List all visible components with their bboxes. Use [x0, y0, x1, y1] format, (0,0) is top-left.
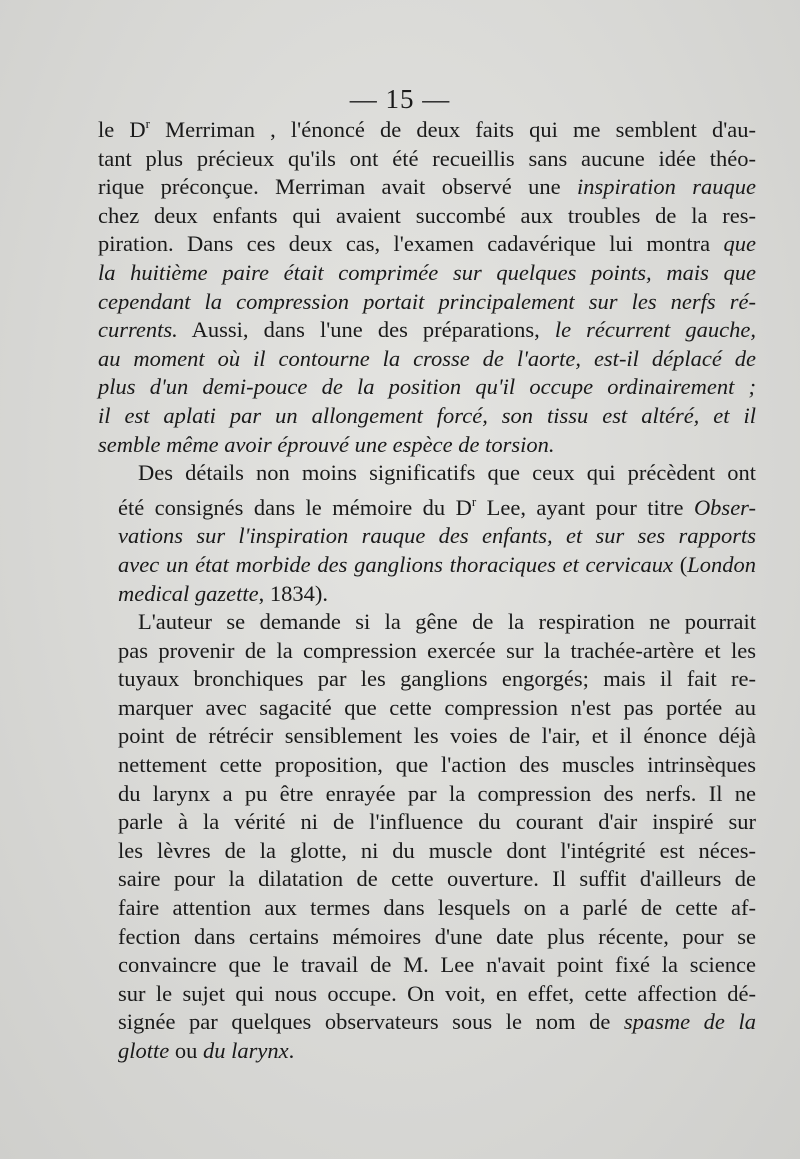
- superscript: r: [145, 116, 150, 131]
- italic-run: glotte: [118, 1038, 170, 1063]
- text-line: [98, 488, 756, 523]
- text-run: Aussi, dans l'une des préparations,: [177, 317, 555, 343]
- italic-run: vations sur l'inspiration rauque des enfants, et sur ses rapports: [118, 523, 756, 549]
- text-run: rique préconçue. Merriman avait observé une: [98, 174, 578, 200]
- body-text: [98, 110, 756, 1066]
- text-line: convaincre que le travail de M. Lee n'avait point fixé la science: [118, 952, 756, 978]
- text-line: Des détails non moins significatifs que ceux qui précèdent ont: [138, 460, 756, 486]
- text-line: [98, 373, 756, 402]
- text-line: [98, 522, 756, 551]
- italic-run: inspiration rauque: [577, 174, 756, 200]
- italic-run: au moment où il contourne la crosse de l'aorte, est-il déplacé de: [98, 345, 756, 371]
- italic-run: il est aplati par un allongement forcé, son tissu est altéré, et il: [98, 402, 756, 428]
- text-line: tant plus précieux qu'ils ont été recueillis sans aucune idée théo-: [98, 145, 756, 171]
- text-line: L'auteur se demande si la gêne de la respiration ne pourrait: [138, 609, 756, 635]
- text-line: sur le sujet qui nous occupe. On voit, en effet, cette affection dé-: [118, 980, 756, 1006]
- text-line: [98, 230, 756, 259]
- italic-run: plus d'un demi-pouce de la position qu'il occupe ordinairement ;: [98, 374, 756, 400]
- text-line: [98, 551, 756, 580]
- text-run: .: [288, 1038, 295, 1063]
- text-run: Merriman , l'énoncé de deux faits qui me semblent d'au-: [149, 117, 756, 142]
- text-run: , 1834).: [258, 580, 328, 606]
- text-line: nettement cette proposition, que l'action des muscles intrinsèques: [118, 752, 756, 778]
- text-line: [98, 173, 756, 202]
- text-run: le D: [98, 117, 146, 142]
- text-line: [98, 316, 756, 345]
- text-line: [98, 345, 756, 374]
- italic-run: avec un état morbide des ganglions thoraciques et cervicaux: [118, 551, 673, 577]
- text-run: été consignés dans le mémoire du D: [118, 494, 472, 520]
- text-line: point de rétrécir sensiblement les voies de l'air, et il énonce déjà: [118, 723, 756, 749]
- text-run: signée par quelques observateurs sous le nom de: [118, 1009, 624, 1035]
- text-line: chez deux enfants qui avaient succombé aux troubles de la res-: [98, 202, 756, 228]
- italic-run: le récurrent gauche,: [554, 317, 756, 343]
- text-line: [98, 580, 756, 609]
- text-line: [98, 1008, 756, 1037]
- italic-run: cependant la compression portait principalement sur les nerfs ré-: [98, 288, 756, 314]
- italic-run: London: [687, 551, 756, 577]
- text-line: fection dans certains mémoires d'une date plus récente, pour se: [118, 923, 756, 949]
- text-line: du larynx a pu être enrayée par la compression des nerfs. Il ne: [118, 780, 756, 806]
- italic-run: spasme de la: [623, 1009, 756, 1035]
- italic-run: Obser-: [693, 494, 756, 520]
- paragraph-1: [98, 110, 756, 459]
- text-line: [98, 259, 756, 288]
- text-run: ou: [169, 1038, 203, 1063]
- text-line: marquer avec sagacité que cette compression n'est pas portée au: [118, 694, 756, 720]
- text-line: [98, 288, 756, 317]
- text-line: pas provenir de la compression exercée sur la trachée-artère et les: [118, 637, 756, 663]
- text-line: [98, 431, 756, 460]
- paragraph-2: [98, 459, 756, 608]
- text-run: Lee, ayant pour titre: [476, 494, 694, 520]
- italic-run: semble même avoir éprouvé une espèce de torsion.: [98, 431, 555, 457]
- text-line: [98, 402, 756, 431]
- italic-run: la huitième paire était comprimée sur quelques points, mais que: [98, 259, 756, 285]
- text-line: parle à la vérité ni de l'influence du courant d'air inspiré sur: [118, 809, 756, 835]
- italic-run: currents.: [98, 317, 178, 343]
- page-number: — 15 —: [349, 84, 451, 114]
- text-run: piration. Dans ces deux cas, l'examen cadavérique lui montra: [98, 231, 724, 257]
- text-line: les lèvres de la glotte, ni du muscle dont l'intégrité est néces-: [118, 837, 756, 863]
- italic-run: que: [723, 231, 756, 257]
- italic-run: du larynx: [203, 1038, 289, 1063]
- superscript: r: [471, 493, 477, 509]
- text-line: [98, 1037, 756, 1066]
- text-run: (: [673, 551, 688, 577]
- text-line: saire pour la dilatation de cette ouverture. Il suffit d'ailleurs de: [118, 866, 756, 892]
- text-line: tuyaux bronchiques par les ganglions engorgés; mais il fait re-: [118, 666, 756, 692]
- paragraph-3: [98, 608, 756, 1066]
- text-line: [98, 110, 756, 145]
- italic-run: medical gazette: [118, 580, 259, 606]
- text-line: faire attention aux termes dans lesquels on a parlé de cette af-: [118, 895, 756, 921]
